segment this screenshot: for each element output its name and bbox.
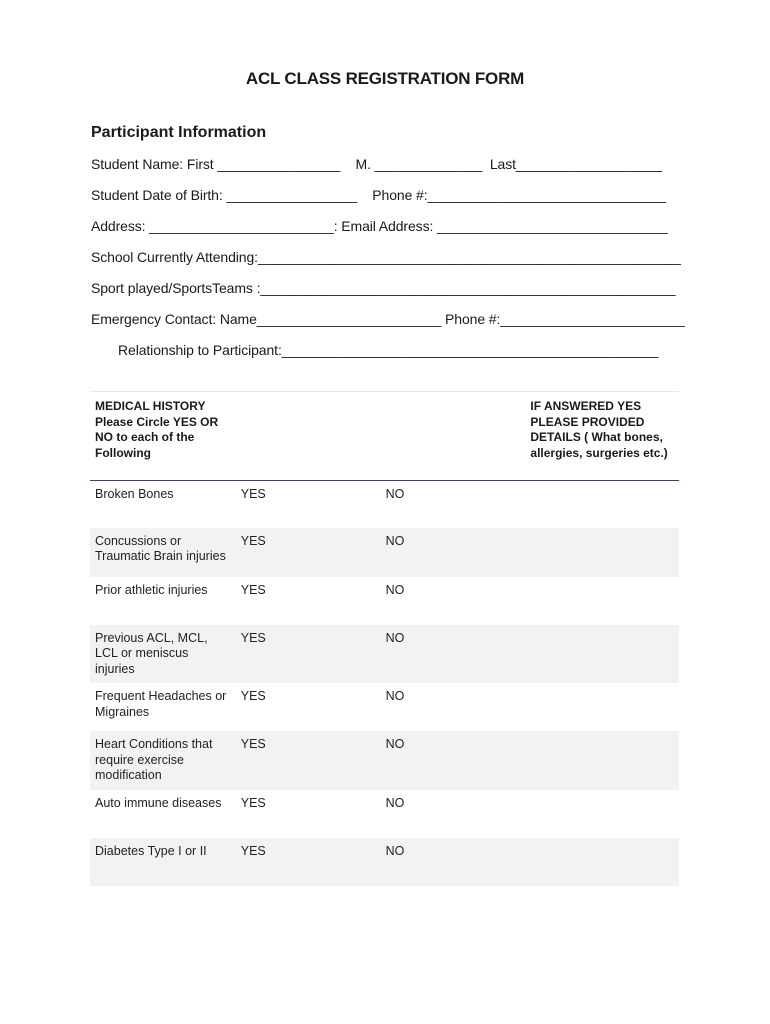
table-row [90,790,679,838]
school-field[interactable]: School Currently Attending:_______________________________________________________ [91,249,681,265]
table-row [90,683,679,731]
yes-column-header [236,392,381,481]
yes-option[interactable]: YES [240,487,266,501]
condition-label: Diabetes Type I or II [90,838,236,886]
sport-field[interactable]: Sport played/SportsTeams :______________________________________________________ [91,280,676,296]
no-option[interactable]: NO [385,487,405,501]
no-column-header [381,392,526,481]
condition-label: Concussions or Traumatic Brain injuries [90,528,236,577]
yes-option[interactable]: YES [240,795,266,810]
no-option[interactable]: NO [381,528,526,577]
condition-label: Broken Bones [95,487,174,501]
medical-history-header: MEDICAL HISTORY Please Circle YES OR NO to each of the Following [90,392,236,481]
condition-label: Prior athletic injuries [95,582,208,597]
yes-option[interactable]: YES [240,582,266,597]
student-name-field[interactable]: Student Name: First ________________ M. ______________ Last___________________ [91,156,662,172]
yes-option[interactable]: YES [236,731,381,790]
table-row [90,577,679,625]
table-row [90,838,679,886]
yes-option[interactable]: YES [240,689,266,703]
address-email-field[interactable]: Address: ________________________: Email Address: ______________________________ [91,218,668,234]
no-option[interactable]: NO [385,795,405,810]
table-row [90,528,679,577]
emergency-contact-field[interactable]: Emergency Contact: Name________________________ Phone #:________________________ [91,311,685,327]
condition-label: Frequent Headaches or Migraines [95,689,227,719]
yes-option[interactable]: YES [236,625,381,684]
condition-label: Previous ACL, MCL, LCL or meniscus injuries [90,625,236,684]
details-cell[interactable] [525,528,679,577]
details-cell[interactable] [525,577,679,625]
condition-label: Auto immune diseases [95,795,222,810]
participant-section-heading: Participant Information [91,124,267,141]
no-option[interactable]: NO [381,731,526,790]
table-row [90,731,679,790]
no-option[interactable]: NO [381,625,526,684]
no-option[interactable]: NO [385,582,405,597]
condition-label: Heart Conditions that require exercise modification [90,731,236,790]
table-row [90,481,679,528]
no-option[interactable]: NO [385,689,405,703]
yes-option[interactable]: YES [236,528,381,577]
details-column-header: IF ANSWERED YES PLEASE PROVIDED DETAILS ( What bones, allergies, surgeries etc.) [525,392,679,481]
details-cell[interactable] [525,625,679,684]
no-option[interactable]: NO [381,838,526,886]
details-cell[interactable] [525,731,679,790]
details-cell[interactable] [525,683,679,731]
relationship-field[interactable]: Relationship to Participant:_________________________________________________ [118,342,659,358]
form-title: ACL CLASS REGISTRATION FORM [245,69,525,88]
yes-option[interactable]: YES [236,838,381,886]
medical-history-table [90,391,679,886]
details-cell[interactable] [525,838,679,886]
details-cell[interactable] [525,790,679,838]
medical-table-header [90,392,679,481]
table-row [90,625,679,684]
dob-phone-field[interactable]: Student Date of Birth: _________________ Phone #:_______________________________ [91,187,666,203]
details-cell[interactable] [525,481,679,528]
